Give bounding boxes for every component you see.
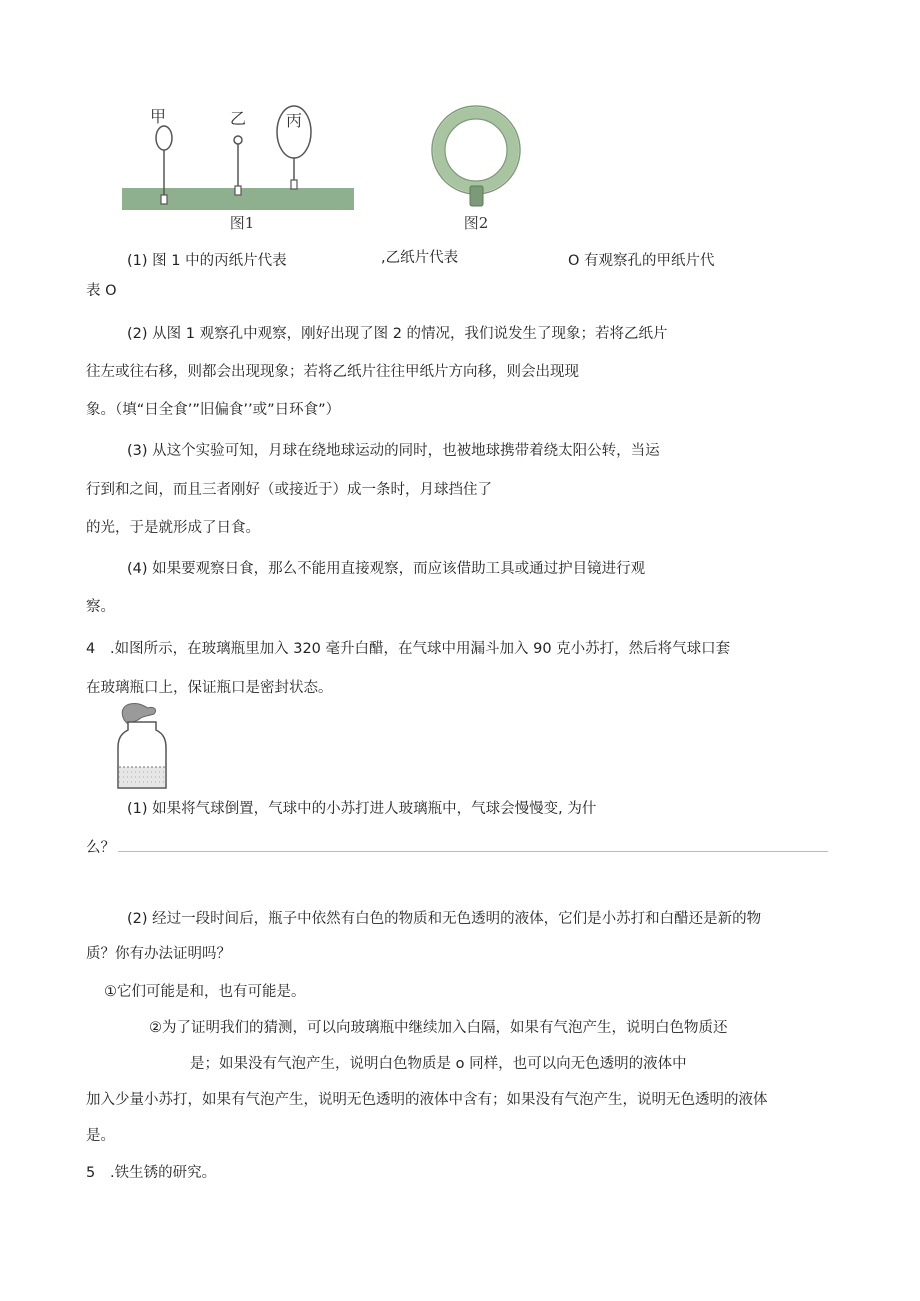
q4-p2-b: 质？你有办法证明吗？	[86, 946, 231, 962]
fig1-caption: 图1	[229, 214, 255, 232]
card-yi	[234, 136, 242, 144]
fig1-label-jia: 甲	[149, 107, 167, 126]
q3-p2-b: 往左或往右移，则都会出现现象；若将乙纸片往往甲纸片方向移，则会出现现	[86, 364, 579, 380]
q3-p1-c: O 有观察孔的甲纸片代	[568, 253, 715, 269]
q4-number: 4	[86, 641, 96, 657]
card-jia	[156, 126, 172, 150]
answer-line	[118, 851, 828, 852]
q5-number: 5	[86, 1165, 96, 1181]
q4-stem-a: .如图所示，在玻璃瓶里加入 320 毫升白醋，在气球中用漏斗加入 90 克小苏打，然后将气球口套	[110, 641, 731, 657]
q4-p2-e: 是；如果没有气泡产生，说明白色物质是 o 同样，也可以向无色透明的液体中	[190, 1056, 687, 1072]
figure-1-paper-cards	[118, 100, 358, 235]
fig1-label-yi: 乙	[229, 109, 247, 128]
q3-p4-a: (4) 如果要观察日食，那么不能用直接观察，而应该借助工具或通过护目镜进行观	[127, 561, 646, 577]
q5-stem: .铁生锈的研究。	[110, 1165, 217, 1181]
q3-p1-d: 表 O	[86, 283, 117, 299]
liquid	[119, 767, 165, 787]
q3-p1-a: (1) 图 1 中的丙纸片代表	[127, 253, 287, 269]
q4-p2-a: (2) 经过一段时间后，瓶子中依然有白色的物质和无色透明的液体，它们是小苏打和白醋还是新的物	[127, 911, 762, 927]
q3-p2-a: (2) 从图 1 观察孔中观察，刚好出现了图 2 的情况，我们说发生了现象；若将乙纸片	[127, 326, 668, 342]
figure-bottle-balloon	[114, 700, 174, 792]
q3-p4-b: 察。	[86, 599, 115, 615]
q4-p2-c: ①它们可能是和，也有可能是。	[104, 984, 306, 1000]
q4-p2-d: ②为了证明我们的猜测，可以向玻璃瓶中继续加入白隔，如果有气泡产生，说明白色物质还	[149, 1020, 728, 1036]
fig2-caption: 图2	[463, 214, 489, 232]
q4-p2-f: 加入少量小苏打，如果有气泡产生，说明无色透明的液体中含有；如果没有气泡产生，说明无色透明的液体	[86, 1092, 768, 1108]
figure-2-ring	[418, 98, 538, 233]
q3-p3-b: 行到和之间，而且三者刚好（或接近于）成一条时，月球挡住了	[86, 482, 492, 498]
ring-handle	[470, 186, 483, 206]
q4-p1-a: (1) 如果将气球倒置，气球中的小苏打进人玻璃瓶中，气球会慢慢变, 为什	[127, 801, 597, 817]
q3-p3-c: 的光，于是就形成了日食。	[86, 520, 260, 536]
q3-p3-a: (3) 从这个实验可知，月球在绕地球运动的同时，也被地球携带着绕太阳公转，当运	[127, 443, 660, 459]
q4-p2-g: 是。	[86, 1128, 115, 1144]
balloon	[122, 703, 155, 724]
q3-p1-b: ,乙纸片代表	[381, 250, 459, 266]
q4-stem-b: 在玻璃瓶口上，保证瓶口是密封状态。	[86, 680, 333, 696]
fig1-label-bing: 丙	[285, 111, 303, 130]
q3-p2-c: 象。（填“日全食’”旧偏食’’或”日环食”）	[86, 402, 341, 418]
q4-p1-b: 么？	[86, 840, 115, 856]
